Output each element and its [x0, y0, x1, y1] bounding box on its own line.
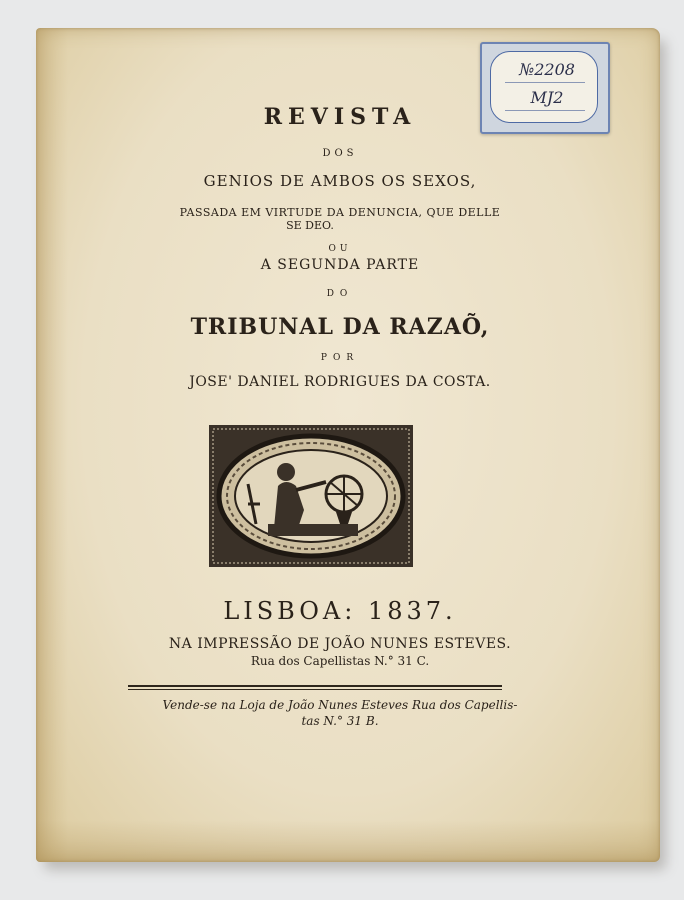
cover-printer-address: Rua dos Capellistas N.° 31 C.	[250, 654, 430, 668]
shelf-label-code: MJ2	[530, 88, 564, 107]
cover-sale-line-2: tas N.° 31 B.	[301, 714, 379, 728]
label-rule	[505, 82, 585, 83]
cover-printer: NA IMPRESSÃO DE JOÃO NUNES ESTEVES.	[168, 636, 512, 652]
cover-segunda-parte: A SEGUNDA PARTE	[260, 257, 420, 273]
divider-thick	[128, 685, 502, 687]
cover-imprint-place-date: LISBOA: 1837.	[223, 597, 457, 625]
paper-stain-left	[36, 28, 68, 862]
cover-dos: DOS	[322, 148, 358, 159]
cover-title: REVISTA	[263, 104, 417, 130]
cover-sale-line-1: Vende-se na Loja de João Nunes Esteves Rua dos Capellis-	[162, 698, 518, 712]
cover-se-deo: SE DEO.	[286, 219, 334, 232]
divider-thin	[128, 689, 502, 690]
cover-do: DO	[326, 289, 354, 299]
cover-ou: OU	[328, 244, 352, 254]
cover-tribunal: TRIBUNAL DA RAZAÕ,	[190, 314, 490, 340]
shelf-label-number: №2208	[519, 60, 575, 79]
paper-stain-bottom	[36, 820, 660, 862]
cover-author: JOSE' DANIEL RODRIGUES DA COSTA.	[189, 374, 491, 390]
cover-por: POR	[320, 353, 360, 363]
woodcut-vignette-icon	[208, 424, 414, 568]
cover-genios: GENIOS DE AMBOS OS SEXOS,	[203, 172, 477, 190]
cover-passada: PASSADA EM VIRTUDE DA DENUNCIA, QUE DELLE	[179, 206, 501, 219]
